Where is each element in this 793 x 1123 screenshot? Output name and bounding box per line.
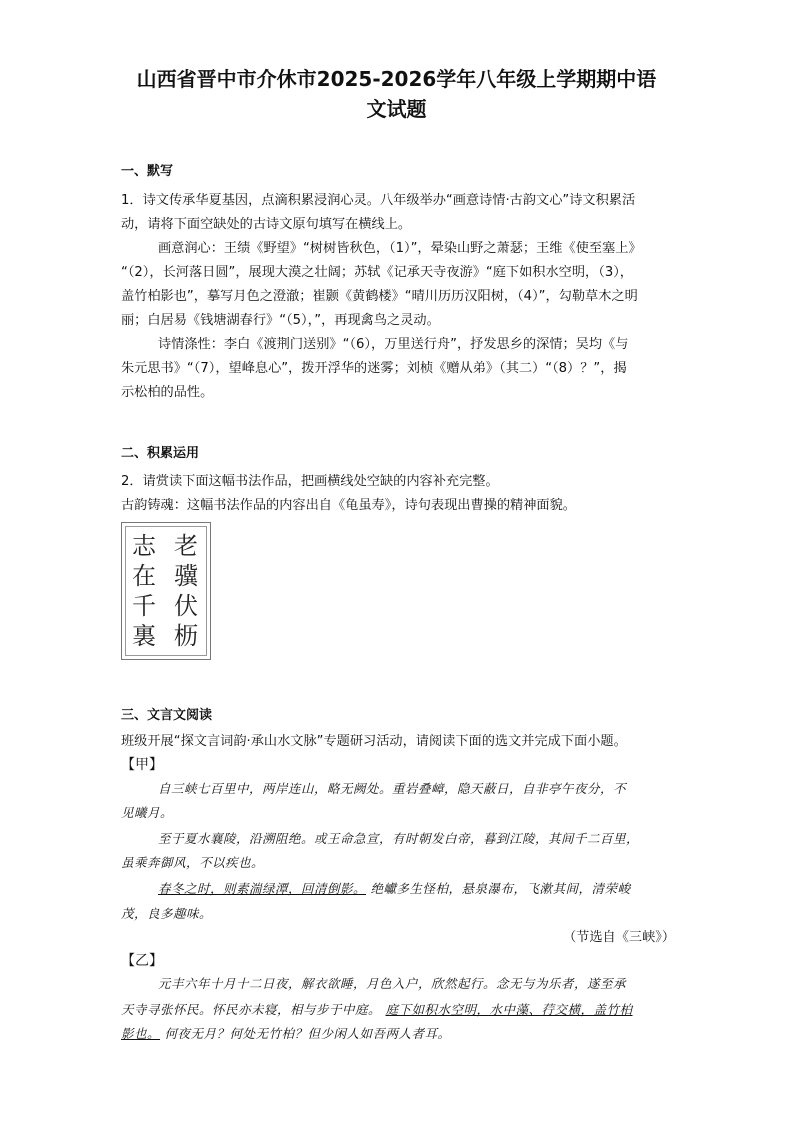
q3-intro: 班级开展“探文言词韵·承山水文脉”专题研习活动，请阅读下面的选文并完成下面小题。 — [121, 734, 627, 749]
q2-line: 2．请赏读下面这幅书法作品，把画横线处空缺的内容补充完整。 — [121, 474, 499, 489]
q1-line: 画意润心：王绩《野望》“树树皆秋色，（1）”，晕染山野之萧瑟；王维《使至塞上》 — [158, 241, 642, 256]
passage-jia-line — [158, 877, 631, 901]
calligraphy-char: 裏 — [132, 622, 156, 650]
q2-line: 古韵铸魂：这幅书法作品的内容出自《龟虽寿》，诗句表现出曹操的精神面貌。 — [121, 498, 576, 513]
section-heading-1: 一、默写 — [121, 164, 174, 179]
calligraphy-char: 志 — [132, 532, 156, 560]
calligraphy-right-column — [170, 531, 202, 651]
passage-jia-line: 虽乘奔御风，不以疾也。 — [121, 855, 265, 870]
page-title — [100, 64, 693, 124]
passage-jia-line: 至于夏水襄陵，沿溯阻绝。或王命急宣，有时朝发白帝，暮到江陵，其间千二百里， — [158, 831, 640, 846]
underlined-phrase: 影也。 — [121, 1026, 161, 1041]
calligraphy-char: 枥 — [174, 622, 198, 650]
section-heading-2: 二、积累运用 — [121, 446, 200, 461]
section-heading-3: 三、文言文阅读 — [121, 708, 213, 723]
underlined-phrase: 春冬之时，则素湍绿潭，回清倒影。 — [158, 881, 367, 896]
underlined-phrase: 庭下如积水空明，水中藻、荇交横，盖竹柏 — [385, 1002, 633, 1017]
passage-jia-mark: 【甲】 — [121, 757, 163, 773]
calligraphy-char: 伏 — [174, 592, 198, 620]
passage-yi-mark: 【乙】 — [121, 953, 163, 969]
passage-yi-text: 天寺寻张怀民。怀民亦未寝，相与步于中庭。 — [121, 1002, 382, 1017]
q1-line: 盖竹柏影也”，摹写月色之澄澈；崔颢《黄鹤楼》“晴川历历汉阳树，（4）”，勾勒草木之明 — [121, 289, 638, 304]
passage-jia-line: 自三峡七百里中，两岸连山，略无阙处。重岩叠嶂，隐天蔽日，自非亭午夜分，不 — [158, 781, 627, 796]
q1-line: 丽；白居易《钱塘湖春行》“（5），”，再现禽鸟之灵动。 — [121, 313, 440, 328]
q1-line: “（2），长河落日圆”，展现大漠之壮阔；苏轼《记承天寺夜游》“庭下如积水空明，（3）， — [121, 265, 633, 280]
passage-jia-text: 绝巘多生怪柏，悬泉瀑布，飞漱其间，清荣峻 — [370, 881, 631, 896]
passage-jia-source: （节选自《三峡》） — [563, 930, 676, 945]
calligraphy-left-column — [128, 531, 160, 651]
passage-yi-line — [121, 998, 633, 1022]
passage-yi-line — [121, 1022, 451, 1046]
passage-jia-line: 见曦月。 — [121, 805, 174, 820]
q1-line: 1．诗文传承华夏基因，点滴积累浸润心灵。八年级举办“画意诗情·古韵文心”诗文积累活 — [121, 193, 636, 208]
passage-yi-text: 何夜无月？何处无竹柏？但少闲人如吾两人者耳。 — [164, 1026, 451, 1041]
calligraphy-char: 骥 — [174, 562, 198, 590]
title-line-2: 文试题 — [366, 97, 427, 121]
q1-line: 朱元思书》“（7），望峰息心”，拨开浮华的迷雾；刘桢《赠从弟》（其二）“（8）？”，揭 — [121, 361, 627, 376]
passage-jia-line: 茂，良多趣味。 — [121, 906, 213, 921]
q1-line: 动，请将下面空缺处的古诗文原句填写在横线上。 — [121, 217, 412, 232]
calligraphy-char: 在 — [132, 562, 156, 590]
q1-line: 示松柏的品性。 — [121, 385, 214, 400]
calligraphy-artwork — [121, 522, 211, 660]
calligraphy-char: 千 — [132, 592, 156, 620]
q1-line: 诗情涤性：李白《渡荆门送别》“（6），万里送行舟”，抒发思乡的深情；吴均《与 — [158, 337, 629, 352]
title-line-1: 山西省晋中市介休市2025-2026学年八年级上学期期中语 — [136, 67, 657, 91]
passage-yi-line: 元丰六年十月十二日夜，解衣欲睡，月色入户，欣然起行。念无与为乐者，遂至承 — [158, 976, 627, 991]
calligraphy-char: 老 — [174, 532, 198, 560]
